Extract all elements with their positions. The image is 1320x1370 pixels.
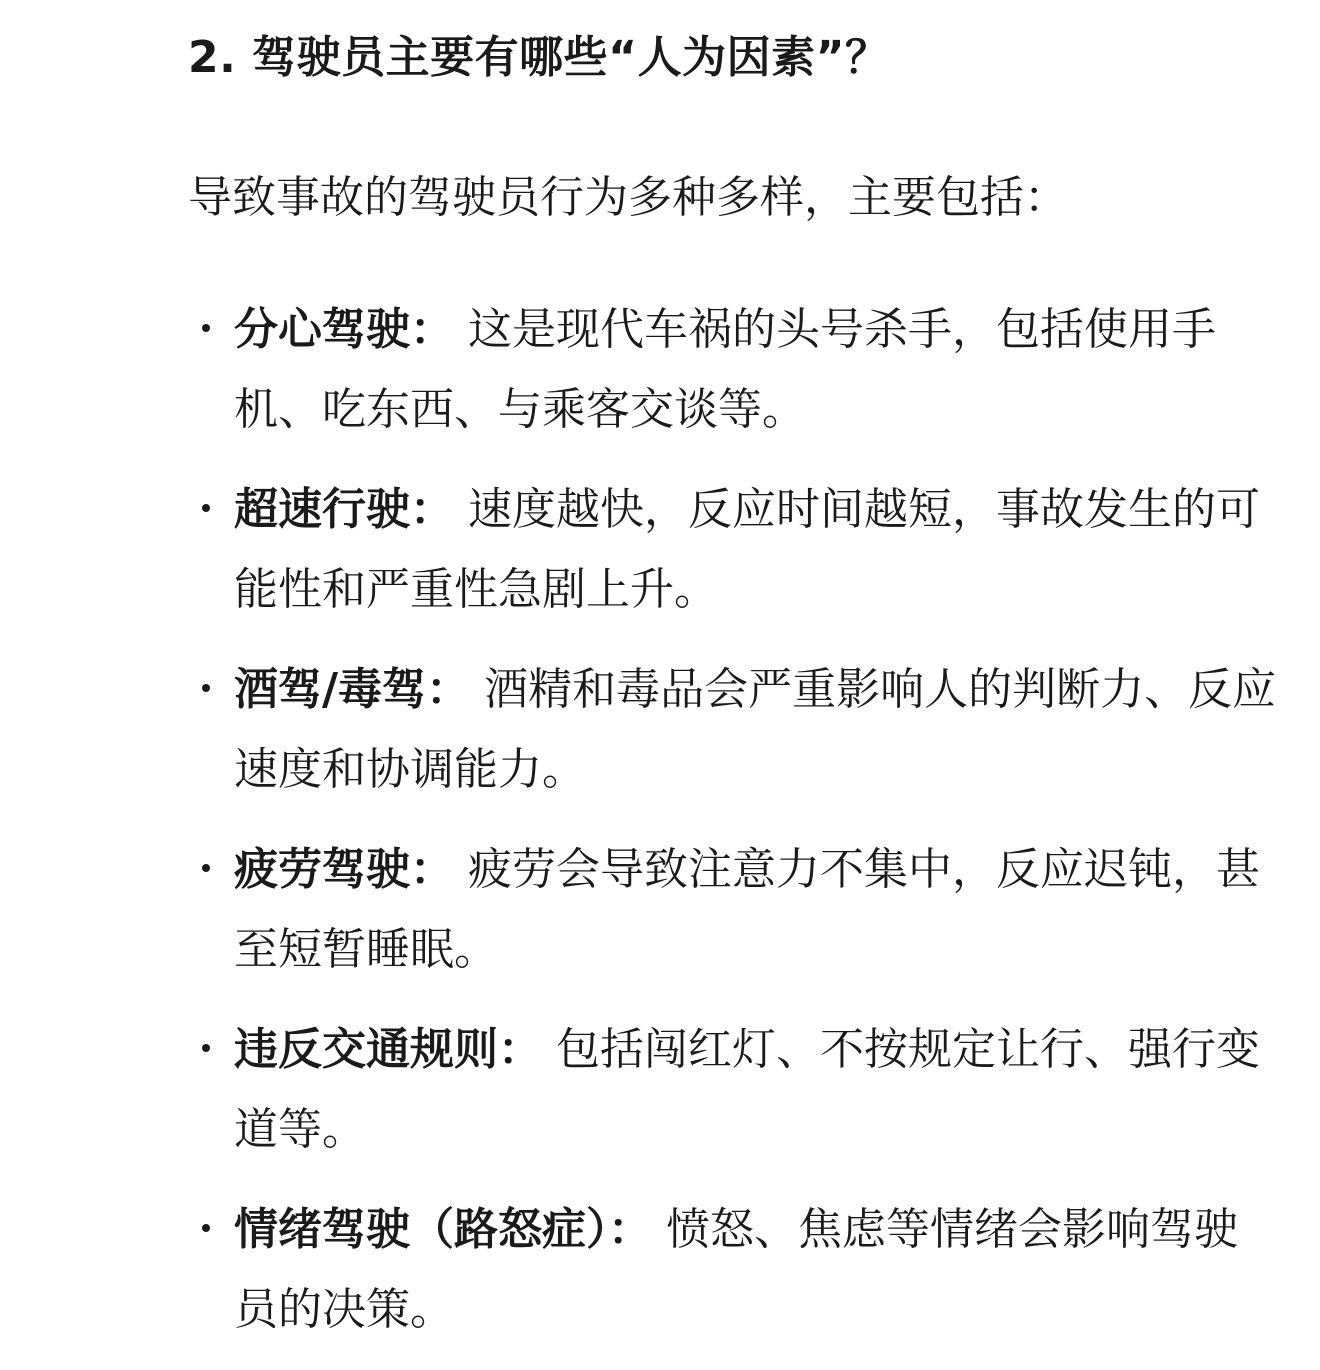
list-item-fatigued-driving [188, 830, 1278, 990]
list-item-description: 包括闯红灯、不按规定让行、强行变道等。 [234, 1024, 1260, 1155]
list-item-speeding [188, 470, 1278, 630]
list-item-description: 速度越快，反应时间越短，事故发生的可能性和严重性急剧上升。 [234, 484, 1260, 615]
bullet-icon [202, 1224, 210, 1232]
list-item-term: 分心驾驶： [234, 304, 454, 355]
list-item-term: 酒驾/毒驾： [234, 664, 471, 715]
list-item-description: 愤怒、焦虑等情绪会影响驾驶员的决策。 [234, 1204, 1238, 1335]
list-item-term: 超速行驶： [234, 484, 454, 535]
list-item-description: 酒精和毒品会严重影响人的判断力、反应速度和协调能力。 [234, 664, 1277, 795]
bullet-icon [202, 1044, 210, 1052]
list-item-term: 情绪驾驶（路怒症）： [234, 1204, 652, 1255]
bullet-icon [202, 504, 210, 512]
article [188, 18, 1278, 1370]
list-item-term: 违反交通规则： [234, 1024, 542, 1075]
human-factors-list [188, 290, 1278, 1350]
list-item-drunk-drugged-driving [188, 650, 1278, 810]
intro-paragraph: 导致事故的驾驶员行为多种多样，主要包括： [188, 172, 1068, 223]
list-item-description: 疲劳会导致注意力不集中，反应迟钝，甚至短暂睡眠。 [234, 844, 1260, 975]
bullet-icon [202, 324, 210, 332]
list-item-emotional-driving [188, 1190, 1278, 1350]
bullet-icon [202, 684, 210, 692]
section-heading: 2. 驾驶员主要有哪些“人为因素”？ [188, 32, 890, 83]
bullet-icon [202, 864, 210, 872]
list-item-traffic-violations [188, 1010, 1278, 1170]
list-item-term: 疲劳驾驶： [234, 844, 454, 895]
list-item-description: 这是现代车祸的头号杀手，包括使用手机、吃东西、与乘客交谈等。 [234, 304, 1216, 435]
list-item-distracted-driving [188, 290, 1278, 450]
